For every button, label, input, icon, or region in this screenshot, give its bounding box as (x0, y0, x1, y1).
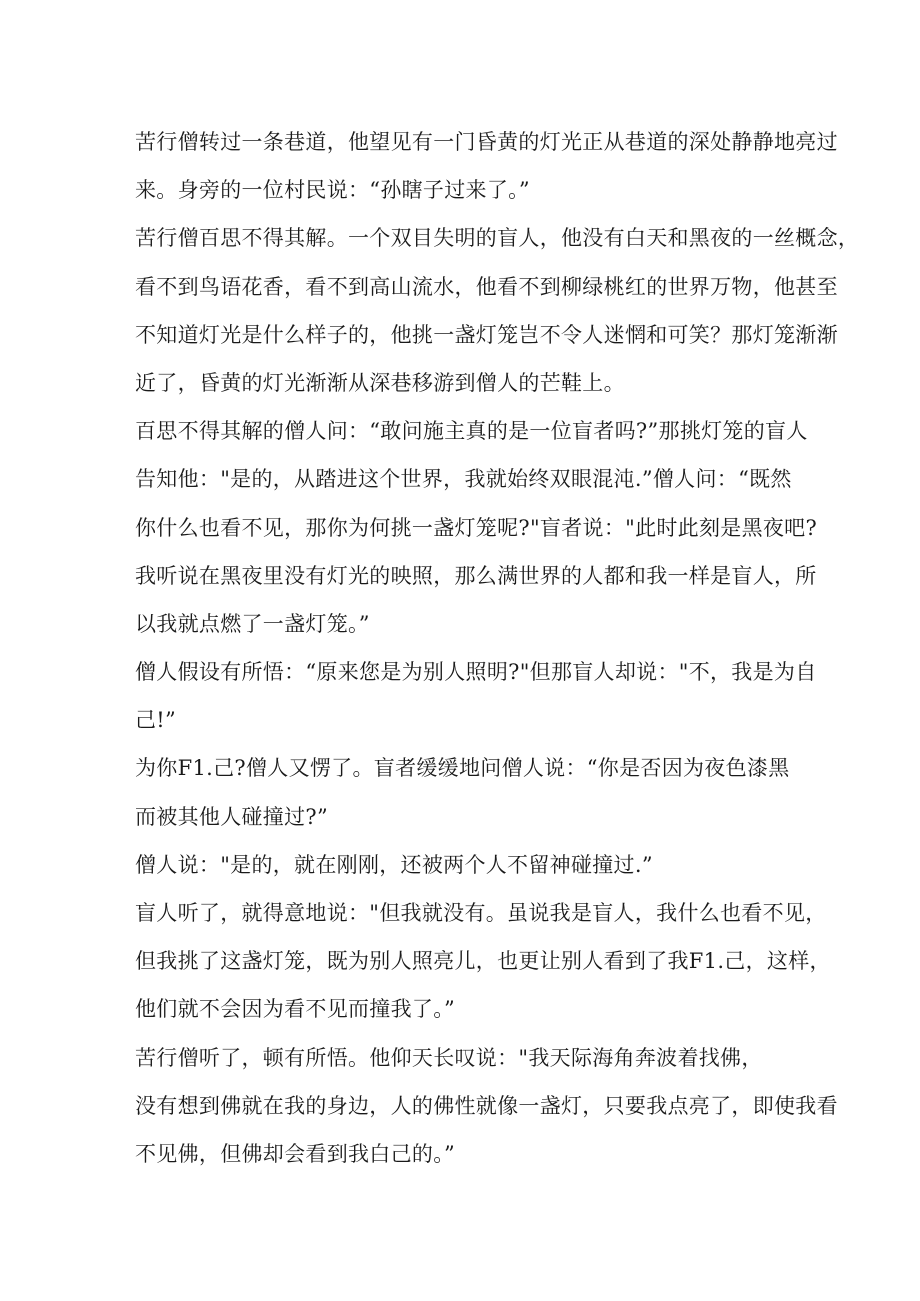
story-text (135, 118, 860, 1178)
text-line: 我听说在黑夜里没有灯光的映照，那么满世界的人都和我一样是盲人，所 (135, 563, 817, 588)
text-line: 来。身旁的一位村民说：“孙瞎子过来了。” (135, 178, 530, 203)
text-line: 己!” (135, 708, 177, 733)
text-line: 但我挑了这盏灯笼，既为别人照亮儿，也更让别人看到了我F1.己，这样， (135, 949, 831, 974)
text-line: 告知他："是的，从踏进这个世界，我就始终双眼混沌.”僧人问：“既然 (135, 467, 792, 492)
text-line: 苦行僧转过一条巷道，他望见有一门昏黄的灯光正从巷道的深处静静地亮过 (135, 130, 838, 154)
text-line: 为你F1.己?僧人又愣了。盲者缓缓地问僧人说：“你是否因为夜色漆黑 (135, 756, 790, 781)
text-line: 僧人假设有所悟：“原来您是为别人照明?"但那盲人却说："不，我是为自 (135, 660, 817, 685)
text-line: 僧人说："是的，就在刚刚，还被两个人不留神碰撞过.” (135, 852, 653, 877)
text-line: 而被其他人碰撞过?” (135, 804, 328, 829)
text-line: 近了，昏黄的灯光渐渐从深巷移游到僧人的芒鞋上。 (135, 370, 625, 395)
text-line: 他们就不会因为看不见而撞我了。” (135, 997, 456, 1022)
text-line: 不知道灯光是什么样子的，他挑一盏灯笼岂不令人迷惘和可笑？那灯笼渐渐 (135, 322, 838, 347)
text-line: 盲人听了，就得意地说："但我就没有。虽说我是盲人，我什么也看不见， (135, 901, 827, 925)
text-line: 没有想到佛就在我的身边，人的佛性就像一盏灯，只要我点亮了，即使我看 (135, 1093, 838, 1118)
text-line: 你什么也看不见，那你为何挑一盏灯笼呢?"盲者说："此时此刻是黑夜吧? (135, 515, 818, 540)
text-line: 以我就点燃了一盏灯笼。” (135, 611, 370, 636)
text-line: 看不到鸟语花香，看不到高山流水，他看不到柳绿桃红的世界万物，他甚至 (135, 274, 838, 299)
text-line: 百思不得其解的僧人问：“敢问施主真的是一位盲者吗?”那挑灯笼的盲人 (135, 419, 808, 444)
text-line: 苦行僧百思不得其解。一个双目失明的盲人，他没有白天和黑夜的一丝概念， (135, 226, 860, 251)
text-line: 不见佛，但佛却会看到我白己的。” (135, 1141, 456, 1166)
text-line: 苦行僧听了，顿有所悟。他仰天长叹说："我天际海角奔波着找佛， (135, 1045, 763, 1070)
